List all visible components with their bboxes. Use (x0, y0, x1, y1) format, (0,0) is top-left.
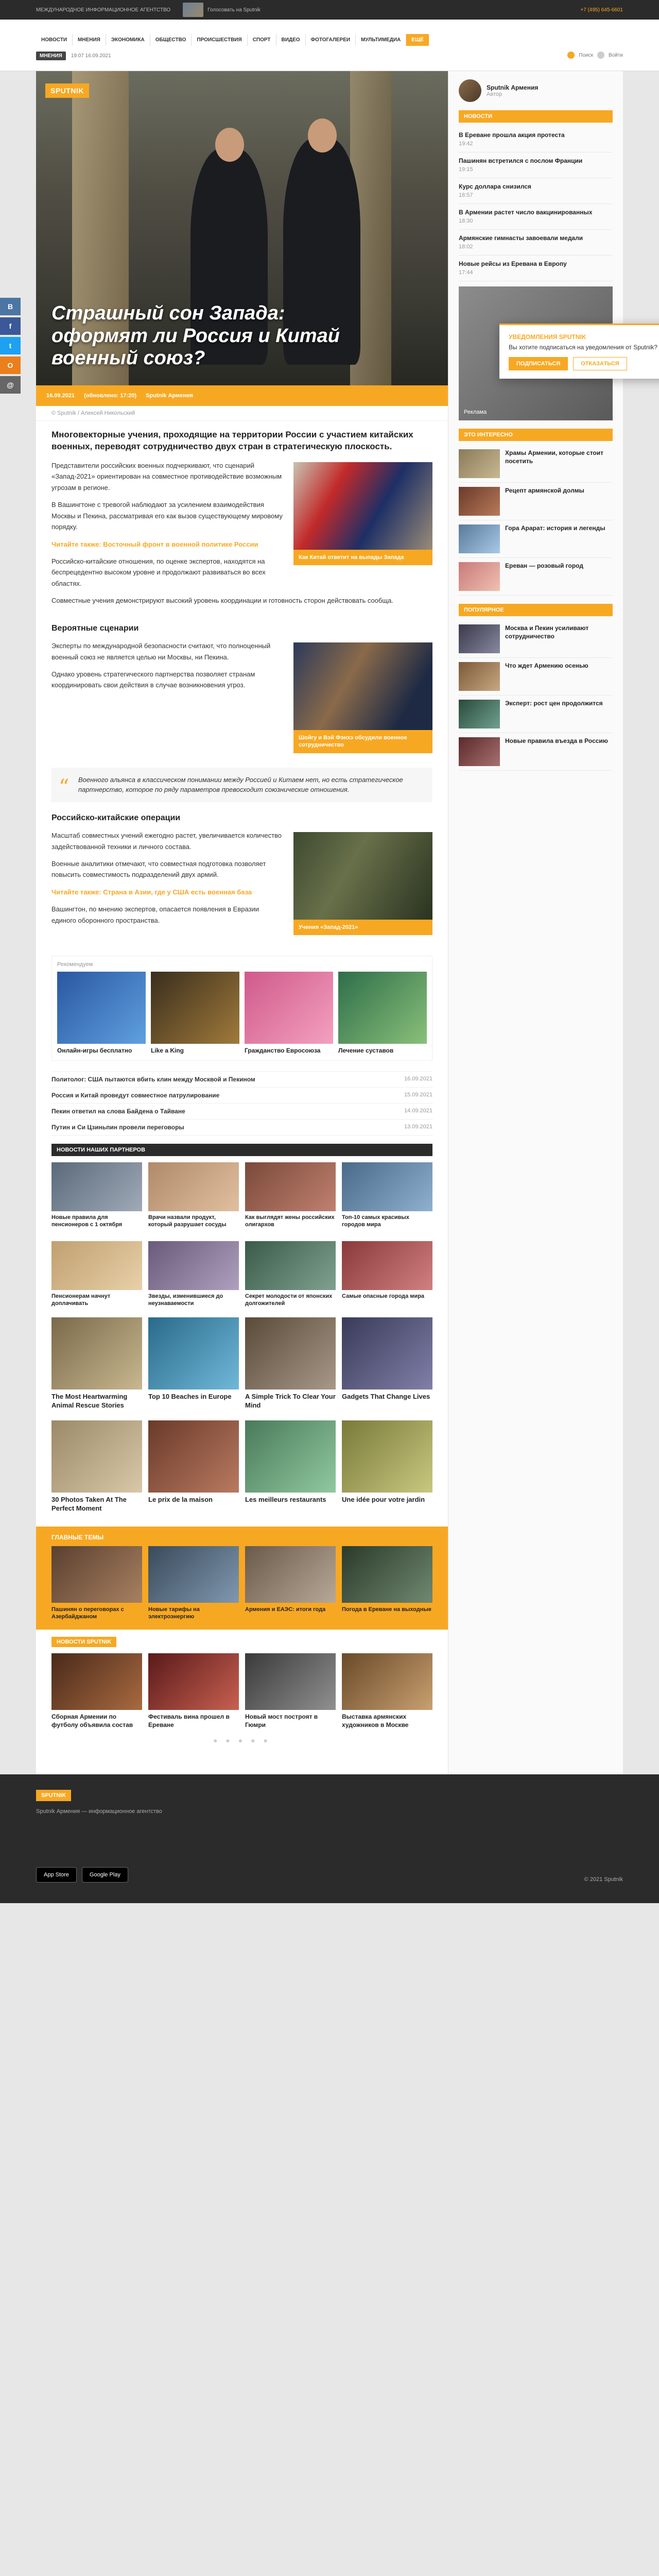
partner-image (245, 1241, 336, 1290)
partner-title: Как выглядят жены российских олигархов (245, 1214, 335, 1228)
paragraph: Военные аналитики отмечают, что совместная подготовка позволяет повысить совместимость подразделений двух армий. (51, 859, 266, 879)
partner-news-heading: НОВОСТИ НАШИХ ПАРТНЕРОВ (51, 1144, 432, 1156)
partner-title: Новые правила для пенсионеров с 1 октября (51, 1214, 123, 1228)
hero-head (215, 128, 244, 162)
news-image (245, 1653, 336, 1710)
news-image (342, 1653, 432, 1710)
article-figure[interactable] (293, 462, 432, 565)
partner-news (51, 1144, 432, 1519)
main-topics-heading: ГЛАВНЫЕ ТЕМЫ (51, 1533, 104, 1541)
nav-item[interactable]: НОВОСТИ (36, 34, 73, 46)
list-item[interactable] (459, 620, 613, 658)
topic-title: Погода в Ереване на выходные (342, 1606, 431, 1613)
nav-item[interactable]: МНЕНИЯ (73, 34, 106, 46)
partner-card[interactable] (51, 1162, 142, 1229)
quote-icon: “ (59, 775, 70, 799)
news-item-title: Новые рейсы из Еревана в Европу (459, 260, 567, 268)
partner-title: Top 10 Beaches in Europe (148, 1393, 232, 1401)
figure-image (293, 462, 432, 550)
header-tools (567, 52, 623, 59)
widget-card[interactable] (151, 972, 239, 1055)
widget-label: Like a King (151, 1047, 184, 1055)
article-updated: (обновлено: 17:20) (84, 393, 137, 399)
partner-card[interactable] (148, 1420, 239, 1513)
partner-image (245, 1317, 336, 1389)
app-store-button[interactable]: App Store (36, 1867, 77, 1883)
sputnik-logo[interactable]: SPUTNIK (45, 83, 89, 98)
ad-label: Реклама (464, 409, 487, 416)
news-card[interactable] (148, 1653, 239, 1729)
partner-card[interactable] (51, 1420, 142, 1513)
related-date: 16.09.2021 (404, 1075, 432, 1082)
related-title: Пекин ответил на слова Байдена о Тайване (51, 1107, 185, 1115)
partner-title: Le prix de la maison (148, 1495, 213, 1503)
top-phone[interactable]: +7 (495) 645-6601 (580, 7, 623, 13)
mail-share-icon[interactable]: @ (0, 376, 21, 394)
news-item-title: Армянские гимнасты завоевали медали (459, 234, 583, 242)
partner-title: Врачи назвали продукт, который разрушает сосуды (148, 1214, 227, 1228)
copyright: © 2021 Sputnik (584, 1876, 623, 1883)
list-item[interactable] (459, 230, 613, 256)
inline-link[interactable]: Читайте также: Восточный фронт в военной политике России (51, 540, 258, 548)
partner-card[interactable] (245, 1420, 336, 1513)
topic-image (245, 1546, 336, 1603)
user-icon[interactable] (597, 52, 604, 59)
news-item-title: В Ереване прошла акция протеста (459, 131, 565, 139)
partner-card[interactable] (245, 1317, 336, 1410)
list-item[interactable] (459, 178, 613, 204)
top-strip-label: МЕЖДУНАРОДНОЕ ИНФОРМАЦИОННОЕ АГЕНТСТВО (36, 7, 171, 13)
more-news-heading: НОВОСТИ SPUTNIK (51, 1637, 116, 1647)
twitter-share-icon[interactable]: t (0, 337, 21, 354)
partner-image (148, 1241, 239, 1290)
search-icon[interactable] (567, 52, 575, 59)
topic-image (51, 1546, 142, 1603)
thumb-title: Эксперт: рост цен продолжится (505, 700, 603, 707)
topic-title: Армения и ЕАЭС: итоги года (245, 1606, 326, 1613)
nav-more[interactable]: ЕЩЁ (406, 34, 429, 46)
paragraph: В Вашингтоне с тревогой наблюдают за усилением взаимодействия Москвы и Пекина, рассматривая его как вызов существующему мировому порядку. (51, 501, 283, 531)
widget-image (151, 972, 239, 1044)
author-name: Sputnik Армения (487, 84, 539, 91)
news-item-time: 18:30 (459, 218, 473, 225)
widget-image (245, 972, 333, 1044)
list-item[interactable] (459, 445, 613, 483)
partner-image (148, 1162, 239, 1211)
ok-share-icon[interactable]: O (0, 357, 21, 374)
related-date: 13.09.2021 (404, 1123, 432, 1130)
article-figure[interactable] (293, 642, 432, 753)
thumb-title: Новые правила въезда в Россию (505, 737, 608, 745)
thumb-image (459, 737, 500, 766)
article-figure[interactable] (293, 832, 432, 935)
nav-item[interactable]: ВИДЕО (276, 34, 306, 46)
top-promo[interactable] (183, 3, 261, 17)
widget-card[interactable] (338, 972, 427, 1055)
widget-card[interactable] (245, 972, 333, 1055)
thumb-image (459, 487, 500, 516)
popup-title: УВЕДОМЛЕНИЯ SPUTNIK (509, 333, 586, 341)
pagination-dots[interactable]: ● ● ● ● ● (213, 1736, 271, 1745)
nav-item[interactable]: МУЛЬТИМЕДИА (356, 34, 406, 46)
main-nav (36, 34, 429, 46)
list-item[interactable] (459, 256, 613, 281)
related-list (51, 1071, 432, 1136)
news-card[interactable] (51, 1653, 142, 1729)
decline-button[interactable]: ОТКАЗАТЬСЯ (573, 357, 627, 370)
partner-image (342, 1241, 432, 1290)
nav-item[interactable]: СПОРТ (248, 34, 276, 46)
news-item-title: Курс доллара снизился (459, 183, 531, 191)
news-item-title: Пашинян встретился с послом Франции (459, 157, 583, 165)
thumb-title: Гора Арарат: история и легенды (505, 524, 605, 532)
nav-item[interactable]: ФОТОГАЛЕРЕИ (306, 34, 356, 46)
related-title: Путин и Си Цзиньпин провели переговоры (51, 1123, 184, 1131)
nav-item[interactable]: ПРОИСШЕСТВИЯ (192, 34, 247, 46)
news-title: Выставка армянских художников в Москве (342, 1713, 409, 1728)
nav-item[interactable]: ЭКОНОМИКА (106, 34, 150, 46)
partner-title: Les meilleurs restaurants (245, 1495, 326, 1503)
paragraph: Российско-китайские отношения, по оценке экспертов, находятся на беспрецедентно высоком уровне и продолжают развиваться во всех областях. (51, 557, 266, 587)
footer-text: Sputnik Армения — информационное агентство (36, 1808, 162, 1815)
partner-card[interactable] (342, 1162, 432, 1229)
figure-image (293, 642, 432, 730)
share-bar (0, 298, 21, 394)
topic-card[interactable] (148, 1546, 239, 1621)
article-source[interactable]: Sputnik Армения (146, 393, 194, 399)
list-item[interactable] (459, 204, 613, 230)
list-item[interactable] (459, 558, 613, 596)
google-play-button[interactable]: Google Play (82, 1867, 128, 1883)
widget-label: Лечение суставов (338, 1047, 394, 1055)
partner-image (342, 1162, 432, 1211)
thumb-title: Ереван — розовый город (505, 562, 583, 570)
thumb-image (459, 662, 500, 691)
news-image (51, 1653, 142, 1710)
partner-card[interactable] (245, 1162, 336, 1229)
more-news (36, 1630, 448, 1759)
partner-card[interactable] (148, 1241, 239, 1308)
news-image (148, 1653, 239, 1710)
related-title: Россия и Китай проведут совместное патрулирование (51, 1091, 220, 1099)
partner-image (51, 1241, 142, 1290)
topic-title: Пашинян о переговорах с Азербайджаном (51, 1606, 124, 1620)
article-lead: Многовекторные учения, проходящие на территории России с участием китайских военных, переводят сотрудничество двух стран в стратегическую плоскость. (51, 430, 413, 451)
list-item[interactable] (459, 152, 613, 178)
partner-title: Топ-10 самых красивых городов мира (342, 1214, 409, 1228)
partner-image (51, 1317, 142, 1389)
top-strip (0, 0, 659, 20)
widget-card[interactable] (57, 972, 146, 1055)
section-heading: Вероятные сценарии (51, 623, 139, 633)
hero-meta (36, 385, 448, 406)
subnav-date: 19:07 16.09.2021 (71, 53, 111, 59)
quote-text: Военного альянса в классическом понимании между Россией и Китаем нет, но есть стратегическое партнерство, которое по ряду параметров превосходит союзнические отношения. (78, 775, 403, 794)
thumb-title: Храмы Армении, которые стоит посетить (505, 449, 604, 465)
partner-image (245, 1162, 336, 1211)
topic-image (342, 1546, 432, 1603)
partner-card[interactable] (148, 1162, 239, 1229)
partner-title: Пенсионерам начнут доплачивать (51, 1293, 111, 1307)
topic-title: Новые тарифы на электроэнергию (148, 1606, 200, 1620)
news-title: Новый мост построят в Гюмри (245, 1713, 318, 1728)
news-item-title: В Армении растет число вакцинированных (459, 209, 593, 216)
partner-title: A Simple Trick To Clear Your Mind (245, 1393, 336, 1410)
paragraph: Эксперты по международной безопасности считают, что полноценный военный союз не является целью ни Москвы, ни Пекина. (51, 642, 271, 661)
article-title: Страшный сон Запада: оформят ли Россия и Китай военный союз? (51, 302, 340, 369)
partner-title: The Most Heartwarming Animal Rescue Stories (51, 1393, 128, 1410)
topic-card[interactable] (245, 1546, 336, 1621)
rubric-chip[interactable]: МНЕНИЯ (36, 52, 66, 60)
list-item[interactable] (459, 127, 613, 152)
list-item[interactable] (459, 520, 613, 558)
news-item-time: 18:57 (459, 192, 473, 199)
subscribe-button[interactable]: ПОДПИСАТЬСЯ (509, 357, 568, 370)
thumb-title: Что ждет Армению осенью (505, 662, 588, 670)
related-item[interactable] (51, 1088, 432, 1104)
sidebar-news-list (459, 127, 613, 281)
notification-popup (499, 324, 659, 379)
related-date: 14.09.2021 (404, 1107, 432, 1114)
promo-label: Голосовать на Sputnik (207, 7, 261, 13)
widget-label: Онлайн-игры бесплатно (57, 1047, 132, 1055)
partner-card[interactable] (51, 1317, 142, 1410)
news-item-time: 19:15 (459, 166, 473, 173)
news-title: Фестиваль вина прошел в Ереване (148, 1713, 230, 1728)
widget-image (338, 972, 427, 1044)
popup-text: Вы хотите подписаться на уведомления от Sputnik? (509, 344, 657, 351)
list-item[interactable] (459, 733, 613, 771)
news-item-time: 19:42 (459, 141, 473, 147)
partner-title: 30 Photos Taken At The Perfect Moment (51, 1495, 127, 1512)
figure-caption: Как Китай ответит на выпады Запада (293, 550, 432, 565)
partner-image (245, 1420, 336, 1493)
thumb-image (459, 624, 500, 653)
partner-card[interactable] (342, 1241, 432, 1308)
news-item-time: 18:02 (459, 244, 473, 250)
page (7, 71, 657, 1774)
partner-title: Une idée pour votre jardin (342, 1495, 425, 1503)
nav-item[interactable]: ОБЩЕСТВО (150, 34, 192, 46)
avatar (459, 79, 481, 102)
related-item[interactable] (51, 1104, 432, 1120)
widget-title: Рекомендуем (57, 961, 93, 968)
figure-caption: Шойгу и Вэй Фэнхэ обсудили военное сотрудничество (293, 730, 432, 753)
partner-card[interactable] (51, 1241, 142, 1308)
article-body (36, 456, 448, 945)
related-item[interactable] (51, 1120, 432, 1136)
widget-label: Гражданство Евросоюза (245, 1047, 321, 1055)
partner-card[interactable] (342, 1420, 432, 1513)
sidebar-interesting-heading: ЭТО ИНТЕРЕСНО (459, 429, 613, 441)
partner-image (342, 1317, 432, 1389)
figure-image (293, 832, 432, 920)
login-label[interactable]: Войти (609, 52, 623, 58)
section-heading: Российско-китайские операции (51, 813, 181, 822)
vk-share-icon[interactable]: В (0, 298, 21, 315)
sidebar-popular-heading: ПОПУЛЯРНОЕ (459, 604, 613, 616)
thumb-image (459, 449, 500, 478)
author-role: Автор (487, 91, 502, 97)
author-block[interactable] (459, 79, 613, 102)
image-caption: © Sputnik / Алексей Никольский (36, 406, 448, 421)
partner-card[interactable] (342, 1317, 432, 1410)
thumb-title: Рецепт армянской долмы (505, 487, 584, 495)
paragraph: Представители российских военных подчеркивают, что сценарий «Запад-2021» ориентирован на совместное противодействие возможным угрозам в регионе. (51, 461, 282, 492)
footer (0, 1774, 659, 1903)
partner-card[interactable] (245, 1241, 336, 1308)
main-topics (36, 1527, 448, 1630)
facebook-share-icon[interactable]: f (0, 317, 21, 335)
related-item[interactable] (51, 1072, 432, 1088)
thumb-image (459, 524, 500, 553)
app-stores (36, 1867, 128, 1883)
recommend-widget (51, 956, 432, 1061)
news-item-time: 17:44 (459, 269, 473, 276)
subnav (36, 52, 111, 60)
topic-card[interactable] (342, 1546, 432, 1621)
search-label[interactable]: Поиск (579, 52, 594, 58)
article-date: 16.09.2021 (46, 393, 75, 399)
footer-logo[interactable]: SPUTNIK (36, 1790, 71, 1801)
news-card[interactable] (342, 1653, 432, 1729)
inline-link[interactable]: Читайте также: Страна в Азии, где у США есть военная база (51, 888, 252, 896)
paragraph: Совместные учения демонстрируют высокий уровень координации и готовность сторон действовать сообща. (51, 597, 393, 605)
thumb-image (459, 562, 500, 591)
list-item[interactable] (459, 658, 613, 696)
topic-card[interactable] (51, 1546, 142, 1621)
partner-image (148, 1317, 239, 1389)
figure-caption: Учения «Запад-2021» (293, 920, 432, 935)
partner-card[interactable] (148, 1317, 239, 1410)
promo-thumb (183, 3, 203, 17)
topic-image (148, 1546, 239, 1603)
sidebar-news-heading: НОВОСТИ (459, 110, 613, 123)
partner-title: Звезды, изменившиеся до неузнаваемости (148, 1293, 223, 1307)
partner-image (148, 1420, 239, 1493)
header (0, 20, 659, 71)
list-item[interactable] (459, 696, 613, 733)
thumb-image (459, 700, 500, 728)
partner-title: Секрет молодости от японских долгожителей (245, 1293, 333, 1307)
partner-image (51, 1162, 142, 1211)
hero-head (308, 118, 337, 152)
article (7, 71, 448, 1774)
related-date: 15.09.2021 (404, 1091, 432, 1098)
partner-image (51, 1420, 142, 1493)
quote-block (51, 768, 432, 802)
news-title: Сборная Армении по футболу объявила состав (51, 1713, 133, 1728)
list-item[interactable] (459, 483, 613, 520)
news-card[interactable] (245, 1653, 336, 1729)
widget-image (57, 972, 146, 1044)
partner-title: Gadgets That Change Lives (342, 1393, 430, 1401)
paragraph: Вашингтон, по мнению экспертов, опасается появления в Евразии единого оборонного пространства. (51, 905, 259, 924)
thumb-title: Москва и Пекин усиливают сотрудничество (505, 624, 589, 640)
partner-image (342, 1420, 432, 1493)
paragraph: Масштаб совместных учений ежегодно растет, увеличивается количество задействованной техники и личного состава. (51, 832, 282, 851)
paragraph: Однако уровень стратегического партнерства позволяет странам координировать свои действия в случае возникновения угроз. (51, 670, 255, 689)
related-title: Политолог: США пытаются вбить клин между Москвой и Пекином (51, 1075, 255, 1083)
partner-title: Самые опасные города мира (342, 1293, 425, 1299)
hero-image (36, 71, 448, 406)
